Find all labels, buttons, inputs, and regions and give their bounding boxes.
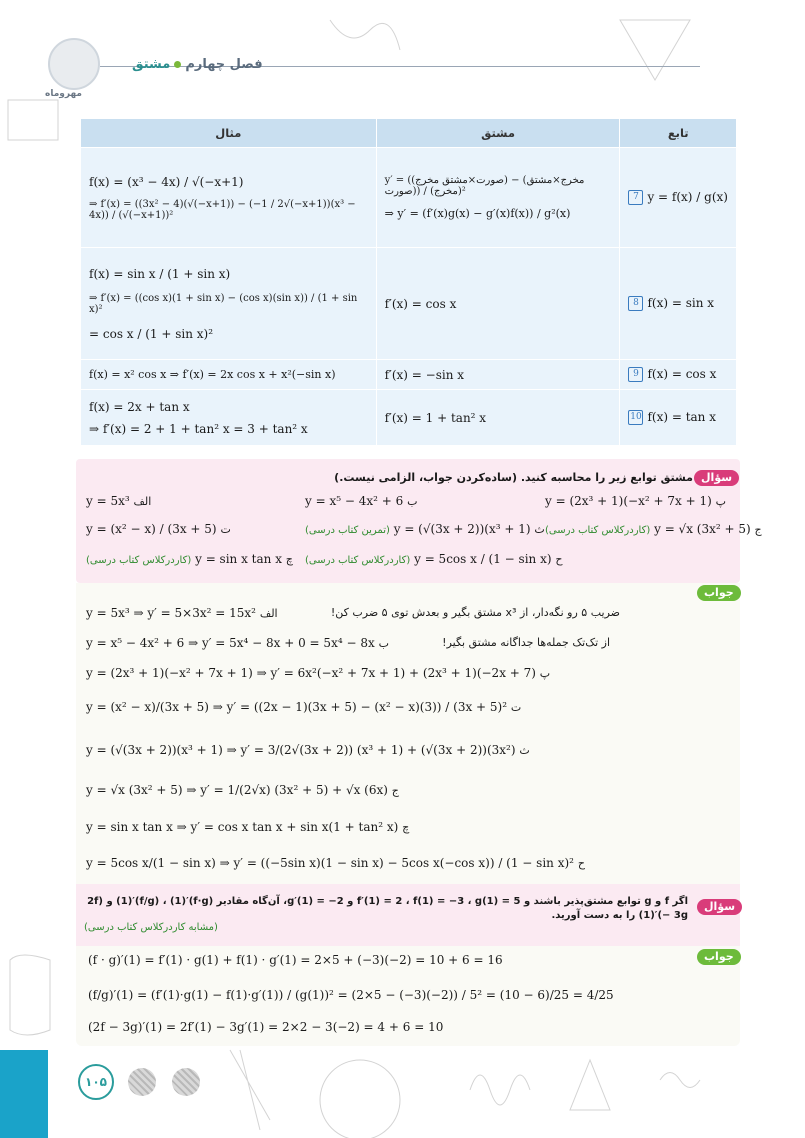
rule-number-badge: 7 xyxy=(628,190,643,205)
example-cell: f(x) = x² cos x ⇒ f′(x) = 2x cos x + x²(−sin x) xyxy=(81,360,377,390)
answer-panel xyxy=(76,583,740,884)
rule-number-badge: 8 xyxy=(628,296,643,311)
answer-line xyxy=(86,606,278,620)
answer-line: (f · g)′(1) = f′(1) · g(1) + f(1) · g′(1) = 2×5 + (−3)(−2) = 10 + 6 = 16 xyxy=(88,953,503,967)
table-row xyxy=(81,148,737,248)
question-item xyxy=(86,494,151,508)
answer-expression: y = (x² − x)/(3x + 5) ⇒ y′ = ((2x − 1)(3x + 5) − (x² − x)(3)) / (3x + 5)² xyxy=(86,700,508,714)
table-row xyxy=(81,248,737,360)
answer-line xyxy=(86,636,389,650)
answer-hint: ضریب ۵ رو نگه‌دار، از x³ مشتق بگیر و بعدش توی ۵ ضرب کن! xyxy=(330,606,620,619)
item-expression: y = (x² − x) / (3x + 5) xyxy=(86,522,217,536)
function-expression: f(x) = sin x xyxy=(647,296,715,310)
question-item xyxy=(305,552,562,566)
item-label: ب xyxy=(407,495,418,508)
answer-line: (2f − 3g)′(1) = 2f′(1) − 3g′(1) = 2×2 − 3(−2) = 4 + 6 = 10 xyxy=(88,1020,444,1034)
answer-expression: y = √x (3x² + 5) ⇒ y′ = 1/(2√x) (3x² + 5) + √x (6x) xyxy=(86,783,388,797)
publisher-logo xyxy=(48,38,100,90)
answer-label: پ xyxy=(539,667,551,680)
publisher-logo-text: مهروماه xyxy=(45,89,82,99)
answer-expression: y = 5cos x/(1 − sin x) ⇒ y′ = ((−5sin x)(1 − sin x) − 5cos x(−cos x)) / (1 − sin x)² xyxy=(86,856,574,870)
table-row xyxy=(81,360,737,390)
item-note: (کاردرکلاس کتاب درسی) xyxy=(305,555,411,566)
item-label: الف xyxy=(133,495,152,508)
question-text: مشتق توابع زیر را محاسبه کنید. (ساده‌کردن جواب، الزامی نیست.) xyxy=(334,471,693,484)
answer-line xyxy=(86,666,550,680)
item-label: ث xyxy=(534,523,545,536)
item-note: (کاردرکلاس کتاب درسی) xyxy=(545,525,651,536)
answer-tag: جواب xyxy=(697,949,741,965)
decorative-ball-icon xyxy=(128,1068,156,1096)
item-expression: y = x⁵ − 4x² + 6 xyxy=(305,494,404,508)
example-line: f(x) = (x³ − 4x) / √(−x+1) xyxy=(89,174,244,189)
rule-number-badge: 9 xyxy=(628,367,643,382)
answer-label: ج xyxy=(391,784,399,797)
function-cell xyxy=(620,248,737,360)
table-row xyxy=(81,390,737,446)
example-cell xyxy=(81,390,377,446)
table-header-row xyxy=(81,119,737,148)
chapter-title: فصل چهارم xyxy=(185,57,263,72)
item-expression: y = √x (3x² + 5) xyxy=(654,522,751,536)
derivative-cell: f′(x) = −sin x xyxy=(376,360,620,390)
example-cell xyxy=(81,248,377,360)
function-cell xyxy=(620,360,737,390)
answer-hint: از تک‌تک جمله‌ها جداگانه مشتق بگیر! xyxy=(442,636,610,649)
rule-number-badge: 10 xyxy=(628,410,643,425)
answer-line xyxy=(86,856,585,870)
column-header-example: مثال xyxy=(81,119,377,148)
bullet-dot-icon xyxy=(174,61,181,68)
example-line: f(x) = 2x + tan x xyxy=(89,399,190,414)
question-item xyxy=(545,522,762,536)
topic-title: مشتق xyxy=(132,57,171,72)
question-text: اگر f و g توابع مشتق‌پذیر باشند و f′(1) = 2 ، f(1) = −3 ، g(1) = 5 و g′(1) = −2، آن‌گاه مقادیر (f·g)′(1) ، (f/g)′(1) و (2f − 3g)′(1) را به دست آورید. xyxy=(87,896,688,921)
function-cell xyxy=(620,390,737,446)
answer-expression: y = sin x tan x ⇒ y′ = cos x tan x + sin x(1 + tan² x) xyxy=(86,820,399,834)
answer-label: ب xyxy=(378,637,389,650)
example-line: ⇒ f′(x) = ((3x² − 4)(√(−x+1)) − (−1 / 2√(−x+1))(x³ − 4x)) / (√(−x+1))² xyxy=(89,198,356,221)
question-item xyxy=(545,494,726,508)
question-item xyxy=(86,522,231,536)
answer-line xyxy=(86,743,530,757)
answer-line xyxy=(86,783,399,797)
function-expression: f(x) = cos x xyxy=(647,367,717,381)
answer-line xyxy=(86,820,409,834)
page-number: ۱۰۵ xyxy=(78,1064,114,1100)
question-tag: سؤال xyxy=(697,899,742,915)
page-edge-tab xyxy=(0,1050,48,1138)
function-cell xyxy=(620,148,737,248)
answer-expression: y = 5x³ ⇒ y′ = 5×3x² = 15x² xyxy=(86,606,256,620)
question-item xyxy=(305,494,417,508)
answer-expression: y = x⁵ − 4x² + 6 ⇒ y′ = 5x⁴ − 8x + 0 = 5x⁴ − 8x xyxy=(86,636,375,650)
column-header-function: تابع xyxy=(620,119,737,148)
item-note: (کاردرکلاس کتاب درسی) xyxy=(86,555,192,566)
chapter-heading xyxy=(132,57,263,72)
derivative-line: y′ = ((صورت×مشتق مخرج) − (مخرج×مشتق صورت)) / (مخرج)² xyxy=(384,175,585,197)
answer-line: (f/g)′(1) = (f′(1)·g(1) − f(1)·g′(1)) / (g(1))² = (2×5 − (−3)(−2)) / 5² = (10 − 6)/25 = 4/25 xyxy=(88,988,614,1002)
answer-label: ث xyxy=(519,744,530,757)
item-expression: y = (2x³ + 1)(−x² + 7x + 1) xyxy=(545,494,712,508)
answer-expression: y = (2x³ + 1)(−x² + 7x + 1) ⇒ y′ = 6x²(−x² + 7x + 1) + (2x³ + 1)(−2x + 7) xyxy=(86,666,536,680)
function-expression: y = f(x) / g(x) xyxy=(647,190,728,204)
question-item xyxy=(86,552,293,566)
item-label: چ xyxy=(285,553,293,566)
answer-label: ح xyxy=(577,857,585,870)
answer-tag: جواب xyxy=(697,585,741,601)
derivative-rules-table xyxy=(80,118,737,446)
answer-expression: y = (√(3x + 2))(x³ + 1) ⇒ y′ = 3/(2√(3x + 2)) (x³ + 1) + (√(3x + 2))(3x²) xyxy=(86,743,516,757)
item-expression: y = sin x tan x xyxy=(195,552,282,566)
item-label: پ xyxy=(715,495,726,508)
item-label: ج xyxy=(754,523,762,536)
answer-line xyxy=(86,700,521,714)
derivative-cell xyxy=(376,148,620,248)
derivative-line: ⇒ y′ = (f′(x)g(x) − g′(x)f(x)) / g²(x) xyxy=(384,207,571,220)
example-line: ⇒ f′(x) = ((cos x)(1 + sin x) − (cos x)(sin x)) / (1 + sin x)² xyxy=(89,292,358,315)
item-label: ت xyxy=(220,523,231,536)
function-expression: f(x) = tan x xyxy=(647,410,716,424)
answer-label: چ xyxy=(402,821,410,834)
question-item xyxy=(305,522,545,536)
item-expression: y = 5cos x / (1 − sin x) xyxy=(414,552,552,566)
derivative-cell: f′(x) = 1 + tan² x xyxy=(376,390,620,446)
question-tag: سؤال xyxy=(694,470,739,486)
item-expression: y = (√(3x + 2))(x³ + 1) xyxy=(393,522,531,536)
example-line: ⇒ f′(x) = 2 + 1 + tan² x = 3 + tan² x xyxy=(89,421,308,436)
example-line: f(x) = sin x / (1 + sin x) xyxy=(89,266,231,281)
example-cell xyxy=(81,148,377,248)
item-label: ح xyxy=(555,553,563,566)
question-note: (مشابه کاردرکلاس کتاب درسی) xyxy=(84,922,218,933)
answer-label: ت xyxy=(510,701,522,714)
example-line: = cos x / (1 + sin x)² xyxy=(89,326,214,341)
decorative-ball-icon xyxy=(172,1068,200,1096)
item-expression: y = 5x³ xyxy=(86,494,130,508)
derivative-cell: f′(x) = cos x xyxy=(376,248,620,360)
column-header-derivative: مشتق xyxy=(376,119,620,148)
answer-label: الف xyxy=(259,607,278,620)
item-note: (تمرین کتاب درسی) xyxy=(305,525,390,536)
